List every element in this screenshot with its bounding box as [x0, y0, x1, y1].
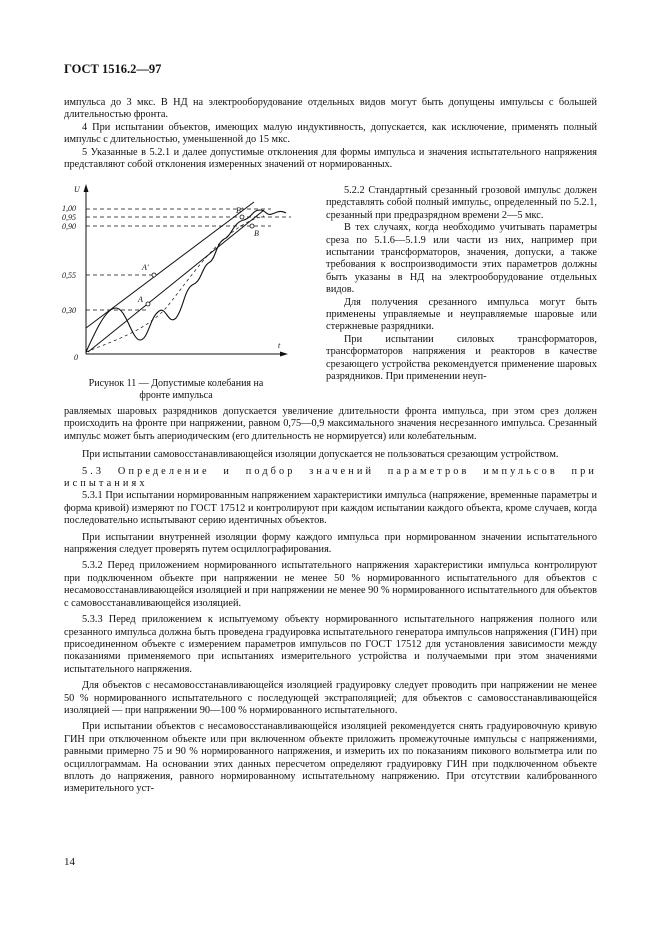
tick-0-90: 0,90	[62, 222, 76, 231]
top-text-block	[64, 97, 597, 171]
note-4: 4 При испытании объектов, имеющих малую индуктивность, допускается, как исключение, применять полный импульс с длительностью, уменьшенной до 15 мкс.	[64, 121, 597, 146]
paragraph-calibration: Для объектов с несамовосстанавливающейся изоляцией градуировку следует проводить при напряжении не менее 50 % нормированного испытательного с последующей экстраполяцией; для объектов с самовосстанавливающейся изоляцией — при напряжении 90—100 % нормированного испытательного.	[64, 680, 597, 716]
tick-0-95: 0,95	[62, 213, 76, 222]
main-text-block	[64, 406, 597, 796]
paragraph-5-3-1: 5.3.1 При испытании нормированным напряжением характеристики импульса (напряжение, временные параметры и форма кривой) измеряют по ГОСТ 17512 и контролируют при каждом испытании каждого объекта, кроме случаев, когда последовательно испытывают серию идентичных объектов.	[64, 490, 597, 527]
point-a-label: A	[138, 295, 143, 304]
section-5-3-heading: 5.3 Определение и подбор значений параметров импульсов при испытаниях	[64, 465, 597, 490]
y-axis-arrow-icon	[84, 184, 89, 192]
tick-0-55: 0,55	[62, 271, 76, 280]
paragraph-front-duration: импульса до 3 мкс. В НД на электрооборудование отдельных видов могут быть допущены импульсы с большей длительностью фронта.	[64, 97, 597, 121]
point-a-prime-label: A'	[142, 263, 149, 272]
paragraph-calibration-curve: При испытании объектов с несамовосстанавливающейся изоляцией рекомендуется снять градуировочную кривую ГИН при отключенном объекте или при включенном объекте приложить промежуточные импульсы с напряжениями, равными примерно 75 и 90 % нормированного напряжения, и измерить их по показаниям пикового вольтметра или по осциллограммам. На основании этих данных пересчетом определяют градуировку ГИН при подключенном объекте вплоть до напряжения, равного нормированному испытательному напряжению. При отсутствии калиброванного измерительного уст-	[64, 721, 597, 795]
paragraph-cut-parameters: В тех случаях, когда необходимо учитывать параметры среза по 5.1.6—5.1.9 или части из них, например при испытании трансформаторов, значения, допуски, а также требования к воспроизводимости этих параметров должны быть указаны в НД на электрооборудование отдельных видов.	[326, 222, 597, 296]
x-axis-arrow-icon	[280, 352, 288, 357]
impulse-front-diagram	[56, 180, 306, 380]
paragraph-transformers: При испытании силовых трансформаторов, трансформаторов напряжения и реакторов в качестве срезающего устройства рекомендуется применение шаровых разрядников. При применении неуп-	[326, 333, 597, 383]
tick-0-30: 0,30	[62, 306, 76, 315]
paragraph-5-3-3: 5.3.3 Перед приложением к испытуемому объекту нормированного испытательного напряжения полного или срезанного импульса должна быть проведена градуировка испытательного генератора импульсов напряжения (ГИН) при присоединенном объекте с измерением параметров импульсов по ГОСТ 17512 для установления зависимости между показаниями применяемого при испытаниях измерительного устройства и получаемыми при этом значениями испытательного напряжения.	[64, 614, 597, 675]
page-number: 14	[64, 856, 75, 868]
figure-11	[56, 180, 306, 385]
point-a-prime-marker	[152, 273, 156, 277]
tick-1-00: 1,00	[62, 204, 76, 213]
paragraph-self-restoring: При испытании самовосстанавливающейся изоляции допускается не пользоваться срезающим устройством.	[82, 449, 559, 461]
paragraph-gaps: Для получения срезанного импульса могут быть применены управляемые и неуправляемые шаровые или стержневые разрядники.	[326, 296, 597, 333]
paragraph-5-2-2: 5.2.2 Стандартный срезанный грозовой импульс должен представлять собой полный импульс, определенный по 5.2.1, срезанный при предразрядном времени 2—5 мкс.	[326, 185, 597, 221]
paragraph-continuation: равляемых шаровых разрядников допускается увеличение длительности фронта импульса, при этом срез должен происходить на фронте при напряжении, равном 0,75—0,9 максимального значения несрезанного импульса. Срезанный импульс может быть апериодическим (его длительность не нормируется) или колебательным.	[64, 406, 597, 442]
point-b-prime-label: B'	[236, 206, 243, 215]
right-column	[326, 185, 597, 384]
note-5: 5 Указанные в 5.2.1 и далее допустимые отклонения для формы импульса и значения испытательного напряжения представляют собой отклонения измеренных значений от нормированных.	[64, 146, 597, 171]
point-a-marker	[146, 302, 150, 306]
paragraph-oscillography: При испытании внутренней изоляции форму каждого импульса при нормированном значении испытательного напряжения следует проверять путем осциллографирования.	[64, 531, 597, 556]
document-header: ГОСТ 1516.2—97	[64, 62, 162, 76]
point-b-marker	[250, 224, 254, 228]
axis-y-label: U	[74, 185, 80, 194]
paragraph-5-3-2: 5.3.2 Перед приложением нормированного испытательного напряжения характеристики импульса контролируют при подключенном объекте при напряжении не менее 50 % нормированного испытательного для объектов с несамовосстанавливающейся изоляцией и при напряжении не менее 90 % нормированного испытательного для объектов с самовосстанавливающейся изоляцией.	[64, 560, 597, 609]
point-b-label: B	[254, 229, 259, 238]
axis-x-label: t	[278, 341, 281, 350]
point-b-prime-marker	[240, 215, 244, 219]
line-a-b	[88, 210, 264, 352]
origin-label: 0	[74, 353, 78, 362]
figure-caption: Рисунок 11 — Допустимые колебания на фронте импульса	[88, 378, 264, 401]
